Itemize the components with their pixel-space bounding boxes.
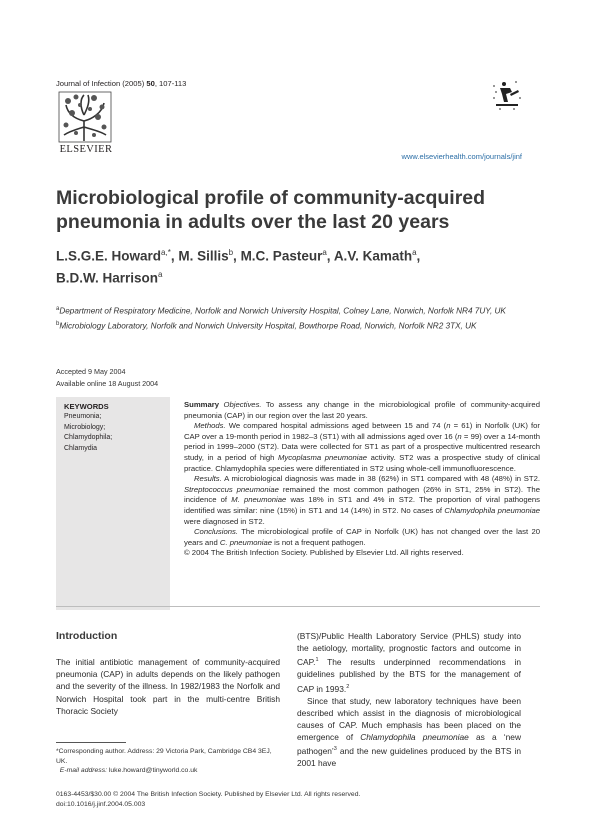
author: B.D.W. Harrison <box>56 270 159 285</box>
conclusions-text: The microbiological profile of CAP in Norfolk (UK) has not changed over the last 20 years and <box>184 527 541 547</box>
bottom-info <box>56 790 360 810</box>
keyword[interactable]: Pneumonia; <box>64 413 102 420</box>
citation-ref[interactable]: 1 <box>315 657 319 664</box>
author: L.S.G.E. Howard <box>56 248 162 264</box>
objectives-text: To assess any change in the microbiological profile of community-acquired pneumonia (CAP) in our region over the last 20 years. <box>184 400 540 420</box>
abstract-copyright: © 2004 The British Infection Society. Published by Elsevier Ltd. All rights reserved. <box>184 548 464 558</box>
intro-text: (BTS)/Public Health Laboratory Service (PHLS) study into the aetiology, mortality, prognostic factors and outcome in CAP. <box>297 631 521 668</box>
methods-text: = 99) over a 14-month period in 1999–2000 (ST2). Data were collected for ST1 as part of a prospective multicentred research study, in a period of high <box>184 431 540 462</box>
author-affil-mark: a <box>322 248 327 257</box>
results-label: Results. <box>194 474 222 484</box>
methods-text: activity. ST2 was a prospective study of clinical practice. Chlamydophila species were differentiated in ST2 using whole-cell immunofluorescence. <box>184 452 540 473</box>
keywords-title: KEYWORDS <box>64 402 109 411</box>
doi[interactable]: doi:10.1016/j.jinf.2004.05.003 <box>56 801 146 808</box>
citation-ref[interactable]: 3 <box>333 746 337 753</box>
intro-paragraph <box>297 695 521 770</box>
intro-column-2 <box>297 630 521 770</box>
article-dates <box>56 366 158 390</box>
author-affil-mark: b <box>228 248 234 257</box>
methods-n: n <box>446 421 451 431</box>
methods-organism: Mycoplasma pneumoniae <box>278 452 368 462</box>
conclusions-label: Conclusions. <box>194 527 239 537</box>
introduction-heading: Introduction <box>56 630 118 642</box>
footnote <box>56 747 280 776</box>
methods-text: = 61) in Norfolk (UK) for CAP over a 19-month period in 1982–3 (ST1) with all admissions aged over 16 ( <box>184 421 540 441</box>
results-text: was 18% in ST1 and 4% in ST2. The proportion of viral pathogens identified was similar: nine (15%) in ST1 and 14 (14%) in ST2. No cases of <box>184 495 540 515</box>
email-label: E-mail address: <box>59 767 107 775</box>
accepted-date: Accepted 9 May 2004 <box>56 367 126 376</box>
results-text: remained the most common pathogen (26% in ST1, 25% in ST2). The incidence of <box>184 484 540 505</box>
abstract-results <box>184 474 540 527</box>
title-line-2: pneumonia in adults over the last 20 years <box>56 211 450 233</box>
email-address[interactable]: luke.howard@tinyworld.co.uk <box>108 767 198 775</box>
abstract <box>184 400 540 559</box>
author-separator: , <box>326 248 334 264</box>
journal-volume: 50 <box>146 79 155 88</box>
author: A.V. Kamath <box>333 248 413 264</box>
author-separator: , <box>416 248 421 264</box>
intro-text: The results underpinned recommendations in guidelines published by the BTS for the management of CAP in 1993. <box>297 657 521 694</box>
affiliation <box>56 318 526 333</box>
title-line-1: Microbiological profile of community-acquired <box>56 187 486 209</box>
intro-paragraph <box>297 630 521 695</box>
affiliation <box>56 303 526 318</box>
journal-url[interactable]: www.elsevierhealth.com/journals/jinf <box>401 152 522 161</box>
affiliation-mark: a <box>56 306 60 312</box>
keyword[interactable]: Microbiology; <box>64 423 106 431</box>
methods-label: Methods. <box>194 421 226 431</box>
author: M. Sillis <box>178 248 229 264</box>
intro-organism: Chlamydophila pneumoniae <box>360 732 469 743</box>
objectives-label: Objectives. <box>223 400 262 409</box>
author-affil-mark: a <box>158 269 163 279</box>
elsevier-logo <box>56 91 116 159</box>
methods-text: We compared hospital admissions aged between 15 and 74 ( <box>228 421 447 431</box>
intro-column-1: The initial antibiotic management of community-acquired pneumonia (CAP) in adults depends on the likely pathogen and the severity of the illness. In 1982/1983 the Norfolk and Norwich Hospital took part in the multi-centre British Thoracic Society <box>56 657 280 716</box>
elsevier-logo-text: ELSEVIER <box>59 144 113 155</box>
author: M.C. Pasteur <box>240 248 323 264</box>
email-line <box>56 766 280 776</box>
citation-ref[interactable]: 2 <box>346 683 350 690</box>
affiliations <box>56 303 526 332</box>
elsevier-tree-icon <box>58 91 112 143</box>
author-separator: , <box>233 248 241 264</box>
affiliation-text: Microbiology Laboratory, Norfolk and Norwich University Hospital, Bowthorpe Road, Norwich, Norfolk NR2 3TX, UK <box>59 321 477 331</box>
results-organism: Streptococcus pneumoniae <box>184 484 279 494</box>
author-list <box>56 244 526 287</box>
article-title <box>56 186 516 234</box>
conclusions-organism: C. pneumoniae <box>219 537 273 547</box>
results-text: A microbiological diagnosis was made in 38 (62%) in ST1 compared with 48 (48%) in ST2. <box>224 474 540 484</box>
keyword[interactable]: Chlamydia <box>64 444 98 452</box>
journal-citation <box>56 79 186 88</box>
intro-text: as a ‘new pathogen’ <box>297 732 522 757</box>
author-separator: , <box>170 248 179 264</box>
keywords-box <box>56 397 170 610</box>
affiliation-mark: b <box>56 320 60 327</box>
results-organism: M. pneumoniae <box>231 495 287 505</box>
keywords-list <box>64 412 112 454</box>
abstract-methods <box>184 421 540 474</box>
available-date: Available online 18 August 2004 <box>56 379 159 388</box>
keyword[interactable]: Chlamydophila; <box>64 434 113 441</box>
abstract-conclusions <box>184 527 540 548</box>
intro-text: Since that study, new laboratory techniques have been described which assist in the diagnosis of microbiological causes of CAP. Much emphasis has been placed on the emergence of <box>297 695 521 743</box>
conclusions-text: is not a frequent pathogen. <box>272 537 366 547</box>
journal-name: Journal of Infection (2005) <box>56 79 145 88</box>
journal-pages: , 107-113 <box>154 79 187 88</box>
corresponding-author: *Corresponding author. Address: 29 Victoria Park, Cambridge CB4 3EJ, UK. <box>56 748 272 765</box>
summary-label: Summary <box>184 400 220 409</box>
author-affil-mark: a,* <box>161 248 171 257</box>
journal-emblem-icon <box>490 78 524 112</box>
abstract-objectives <box>184 400 540 421</box>
results-organism: Chlamydophila pneumoniae <box>444 505 540 515</box>
author-affil-mark: a <box>412 248 417 257</box>
results-text: were diagnosed in ST2. <box>184 516 265 526</box>
affiliation-text: Department of Respiratory Medicine, Norfolk and Norwich University Hospital, Colney Lane, Norwich, Norfolk NR4 7UY, UK <box>59 306 506 316</box>
intro-text: and the new guidelines produced by the BTS in 2001 have <box>297 746 521 769</box>
section-divider <box>56 606 540 607</box>
methods-n: n <box>457 431 462 441</box>
footnote-rule <box>56 742 126 743</box>
issn-line: 0163-4453/$30.00 © 2004 The British Infection Society. Published by Elsevier Ltd. All rights reserved. <box>56 791 361 798</box>
